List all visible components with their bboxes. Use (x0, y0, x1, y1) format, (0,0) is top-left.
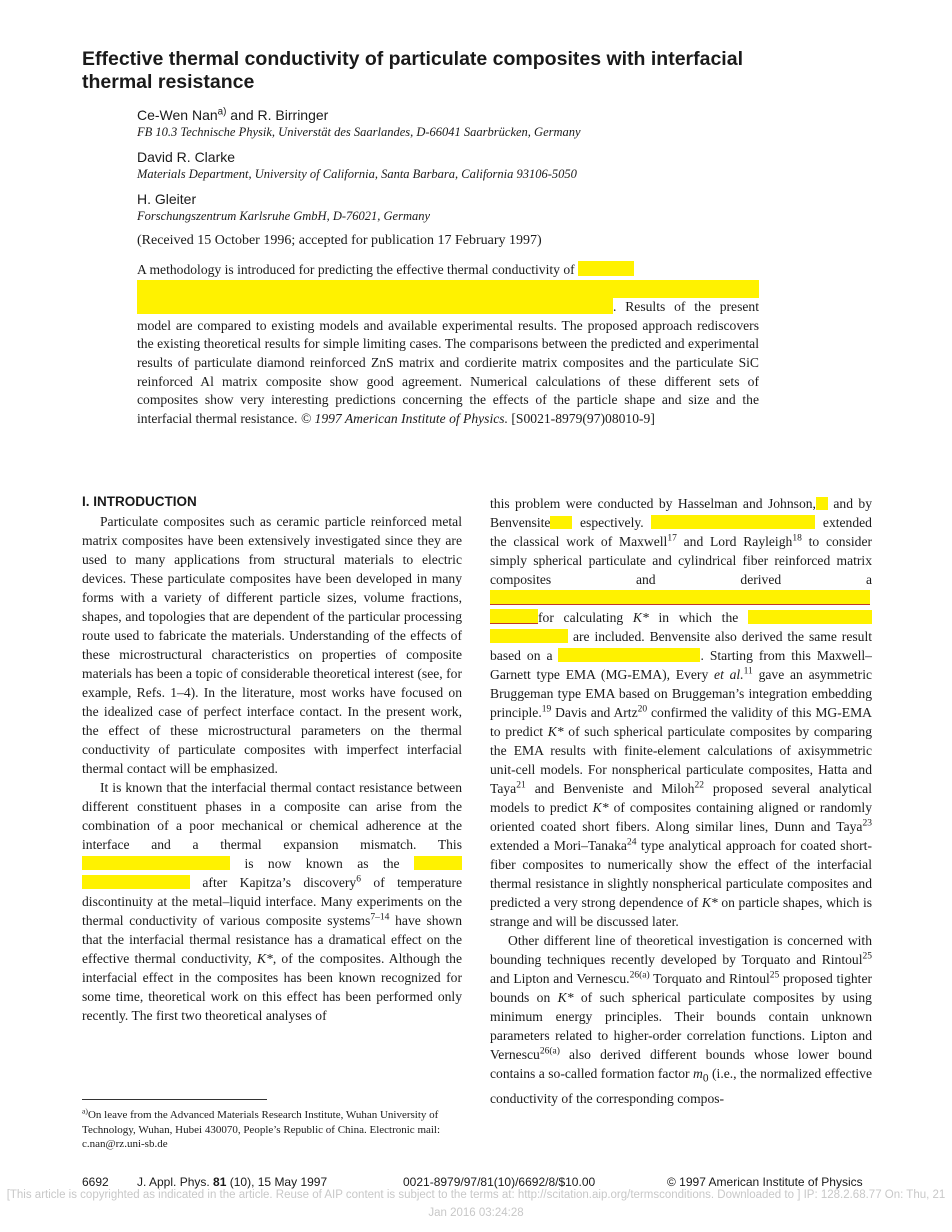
affiliation-ucsb: Materials Department, University of California, Santa Barbara, California 93106-5050 (137, 167, 577, 181)
footnote-divider (82, 1099, 267, 1100)
citation[interactable]: 17 (667, 533, 677, 544)
text-run: proposed tighter bounds on (490, 971, 873, 1005)
intro-paragraph-1: Particulate composites such as ceramic particle reinforced metal matrix composites have been extensively investigated since they are used to many applications from structural materials to electric devices. These particulate composites have been developed in many forms with a variety of different particle sizes, volume fractions, shapes, and topologies that are dependent of the particular processing route used to fabricate the materials. Understanding of the effects of these microstructural characteristics on properties of composite materials has been a topic of considerable theoretical interest (see, for example, Refs. 1–4). In the literature, most works have focused on the idealized case of perfect interface contact. In the present work, the effect of these microstructural parameters on the thermal conductivity of particulate composites with imperfect interfacial thermal contact will be emphasized. (82, 514, 462, 776)
text-run: and by Benvensite (490, 496, 872, 530)
citation[interactable]: 24 (626, 837, 637, 848)
symbol-m0: m (693, 1066, 703, 1081)
footnote-mark: a) (82, 1106, 88, 1116)
citation[interactable]: 19 (541, 704, 552, 715)
highlight-mark (82, 856, 230, 870)
text-run: after Kapitza’s discovery (202, 875, 357, 890)
text-run: also derived different bounds whose lower bound contains a so-called formation factor (490, 1047, 872, 1081)
citation[interactable]: 25 (862, 951, 872, 962)
citation[interactable]: 25 (769, 970, 780, 981)
highlight-mark (816, 497, 828, 510)
text-run: Davis and Artz (555, 705, 638, 720)
highlight-mark (558, 648, 700, 662)
article-id-code: 0021-8979/97/81(10)/6692/8/$10.00 (403, 1175, 596, 1189)
text-run: of composites containing aligned or randomly oriented coated short fibers. Along similar lines, Dunn and Taya (490, 800, 872, 834)
citation[interactable]: 18 (792, 533, 802, 544)
text-run: proposed several analytical models to predict (490, 781, 872, 815)
highlight-mark (490, 590, 870, 605)
author-birringer: and R. Birringer (226, 107, 329, 123)
text-run: Torquato and Rintoul (653, 971, 770, 986)
highlight-mark (82, 875, 190, 889)
text-run: Other different line of theoretical investigation is concerned with bounding techniques recently developed by Torquato and Rintoul (490, 933, 872, 967)
author-clarke: David R. Clarke (137, 149, 236, 165)
left-column (82, 512, 462, 1025)
text-run: to consider simply spherical particulate and cylindrical fiber reinforced matrix composites and derived a (490, 534, 873, 587)
highlight-mark (578, 261, 634, 276)
text-run: and Benveniste and Miloh (534, 781, 695, 796)
received-dates: (Received 15 October 1996; accepted for publication 17 February 1997) (137, 233, 542, 248)
highlight-mark (137, 280, 759, 299)
highlight-mark (651, 515, 815, 529)
citation[interactable]: 20 (637, 704, 648, 715)
intro-paragraph-2 (82, 778, 462, 1025)
abstract-first-line: A methodology is introduced for predicting the effective thermal conductivity of (137, 262, 575, 277)
continued-paragraph (490, 494, 872, 931)
citation[interactable]: 23 (862, 818, 872, 829)
subscript: 0 (702, 1072, 709, 1085)
author-nan: Ce-Wen Nan (137, 107, 218, 123)
symbol-kstar: K* (256, 951, 273, 966)
author-footnote-mark[interactable]: a) (217, 106, 227, 118)
text-run: It is known that the interfacial thermal contact resistance between different constituent phases in a composite can arise from the combination of a poor mechanical or chemical adherence at the interface and a thermal expansion mismatch. This (82, 780, 462, 852)
text-run: extended the classical work of Maxwell (490, 515, 872, 549)
text-run: confirmed the validity of this MG-EMA to predict (490, 705, 872, 739)
highlight-mark (550, 516, 572, 529)
text-run: are included. Benvensite also derived the same result based on a (490, 629, 873, 663)
text-run: type analytical approach for coated short-fiber composites to numerically show the effect of the interfacial thermal resistance in slightly nonspherical particulate composites and predicted a very strong dependence of (490, 838, 872, 910)
text-run: espectively. (580, 515, 644, 530)
text-run: in which the (658, 610, 739, 625)
highlight-mark (748, 610, 872, 624)
citation[interactable]: 26(a) (629, 970, 650, 981)
citation[interactable]: 21 (516, 780, 526, 791)
text-run: . Starting from this Maxwell–Garnett type EMA (MG-EMA), Every (490, 648, 872, 682)
text-run: this problem were conducted by Hasselman and Johnson, (490, 496, 816, 511)
symbol-kstar: K* (547, 724, 564, 739)
author-line-1 (137, 107, 328, 123)
text-run: is now known as the (244, 856, 400, 871)
symbol-kstar: K* (632, 610, 649, 625)
et-al: et al. (714, 667, 744, 682)
text-run: have shown that the interfacial thermal resistance has a dramatical effect on the effective thermal conductivity, (82, 913, 463, 966)
text-run: and Lord (683, 534, 737, 549)
citation[interactable]: 11 (743, 666, 753, 677)
text-run: on particle shapes, which is strange and will be discussed later. (490, 895, 873, 929)
text-run: for calculating (538, 610, 624, 625)
text-run: (i.e., the normalized effective conductivity of the corresponding compos- (490, 1066, 872, 1106)
abstract-body: model are compared to existing models and available experimental results. The proposed approach rediscovers the existing theoretical results for simple limiting cases. The comparisons between the predicted and experimental results of particulate diamond reinforced ZnS matrix and cordierite matrix composites and the particulate SiC reinforced Al matrix composite show good agreement. Numerical calculations of these different sets of composites show very interesting predictions concerning the effects of the particle shape and size and the interfacial thermal resistance. (137, 317, 759, 426)
text-run: of such spherical particulate composites by comparing the EMA results with finite-element calculations of axisymmetric unit-cell models. For nonspherical particulate composites, Hatta and Taya (490, 724, 873, 796)
author-gleiter: H. Gleiter (137, 191, 197, 207)
affiliation-saarlandes: FB 10.3 Technische Physik, Universtät des Saarlandes, D-66041 Saarbrücken, Germany (137, 125, 581, 139)
section-heading: I. INTRODUCTION (82, 494, 197, 509)
highlight-mark (414, 856, 462, 870)
citation[interactable]: 22 (694, 780, 704, 791)
footnote-text: On leave from the Advanced Materials Research Institute, Wuhan University of Technology, Wuhan, Hubei 430070, People’s Republic of China. Electronic mail: c.nan@rz.uni-sb.de (82, 1109, 441, 1150)
text-run: of such spherical particulate composites by using minimum energy principles. Their bounds contain unknown parameters related to higher-order correlation functions. Lipton and Vernescu (490, 990, 872, 1062)
text-run: gave an asymmetric Bruggeman type EMA based on Bruggeman’s integration embedding principle. (490, 667, 873, 720)
journal-volume: 81 (213, 1175, 227, 1189)
citation[interactable]: 7–14 (370, 912, 390, 923)
text-run: and Lipton and Vernescu. (490, 971, 630, 986)
footer-copyright: © 1997 American Institute of Physics (667, 1175, 863, 1189)
abstract-copyright: © 1997 American Institute of Physics. (300, 410, 508, 426)
article-code: [S0021-8979(97)08010-9] (511, 410, 655, 426)
journal-name: J. Appl. Phys. (137, 1175, 210, 1189)
abstract-tail: . Results of the present (613, 299, 759, 315)
bounding-paragraph (490, 931, 872, 1108)
symbol-kstar: K* (701, 895, 718, 910)
text-run: of temperature discontinuity at the metal–liquid interface. Many experiments on the thermal conductivity of various composite systems (82, 875, 462, 928)
symbol-kstar: K* (557, 990, 574, 1005)
text-run: extended a Mori–Tanaka (490, 838, 627, 853)
affiliation-karlsruhe: Forschungszentrum Karlsruhe GmbH, D-76021, Germany (137, 209, 431, 223)
text-run: , of the composites. Although the interfacial effect in the composites has been known recognized for some time, theoretical work on this effect has been performed only recently. The first two theoretical analyses of (82, 951, 462, 1023)
citation[interactable]: 6 (356, 874, 361, 885)
symbol-kstar: K* (592, 800, 609, 815)
highlight-mark (137, 298, 613, 314)
download-notice[interactable]: [This article is copyrighted as indicated in the article. Reuse of AIP content is subject to the terms at: http://scitation.aip.org/termsconditions. Downloaded to ] IP: 128.2.68.77 On: Thu, 21 Jan 2016 03:24:28 (6, 1189, 946, 1219)
highlight-mark (490, 609, 538, 624)
abstract (137, 261, 759, 428)
text-run: Rayleigh (743, 534, 793, 549)
highlight-mark (490, 629, 568, 643)
footnote (82, 1108, 462, 1152)
paper-title: Effective thermal conductivity of particulate composites with interfacial thermal resistance (82, 48, 743, 93)
journal-issue: (10), 15 May 1997 (229, 1175, 328, 1189)
right-column (490, 494, 872, 1108)
citation[interactable]: 26(a) (539, 1046, 560, 1057)
page-number: 6692 (82, 1175, 109, 1189)
